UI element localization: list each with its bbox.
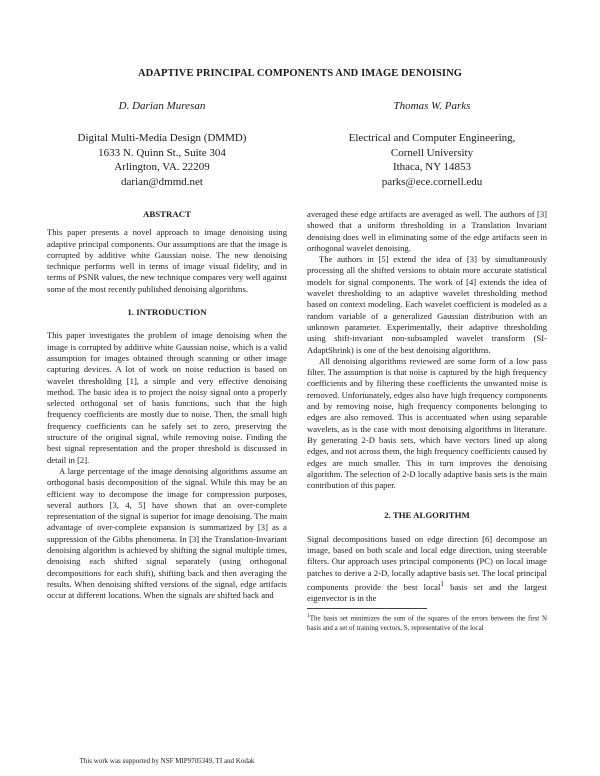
author-address: Cornell University — [390, 146, 474, 159]
author-affiliation: Electrical and Computer Engineering, — [348, 132, 516, 144]
algorithm-paragraph-1 — [307, 534, 547, 605]
intro-paragraph-1: This paper investigates the problem of image denoising when the image is corrupted by additive white Gaussian noise, which is a valid assumption for images obtained through scanning or other image capturing devices. A lot of work on noise reduction is based on wavelet thresholding [1], a simple and very effective denoising method. The basic idea is to project the noisy signal onto a properly selected orthogonal set of basis functions, such that the high frequency coefficients are mostly due to noise. Then, the small high frequency coefficients can be safely set to zero, preserving the structure of the original signal, while removing noise. Finding the best signal representation and the proper threshold is discussed in detail in [2]. — [47, 330, 287, 465]
intro-paragraph-5: All denoising algorithms reviewed are some form of a low pass filter. The assumption is that noise is captured by the high frequency coefficients and by filtering these coefficients the unwanted noise is removed. Unfortunately, edges also have high frequency components and by removing noise, high frequency components belonging to edges are also removed. This is accentuated when using separable wavelets, as is the case with most denoising algorithms in literature. By generating 2-D basis sets, which have vectors lined up along edges, and not across them, the high frequency coefficients caused by edges are much smaller. This in turn improves the denoising algorithm. The selection of 2-D locally adaptive basis sets is the main contribution of this paper. — [307, 355, 547, 491]
intro-paragraph-2: A large percentage of the image denoising algorithms assume an orthogonal basis decomposition of the signal. While this may be an efficient way to decompose the image for compression purposes, several authors [3, 4, 5] have shown that an over-complete representation of the signal is superior for image denoising. The main advantage of over-complete expansion is summarized by [3] as a suppression of the Gibbs phenomena. In [3] the Translation-Invariant denoising algorithm is achieved by shifting the signal multiple times, denoising each shifted signal separately (using orthogonal decompositions for each shift), shifting back and then averaging the results. When denoising shifted versions of the signal, edge artifacts occur at different locations. When the signals are shifted back and — [47, 465, 287, 601]
author-email: darian@dmmd.net — [121, 175, 203, 188]
intro-paragraph-3: averaged these edge artifacts are averaged as well. The authors of [3] showed that a uniform thresholding in a Translation Invariant denoising does well in eliminating some of the edge artifacts seen in orthogonal wavelet denoising. — [307, 209, 547, 253]
author-name: Thomas W. Parks — [393, 100, 471, 112]
right-column — [307, 209, 547, 633]
footnote — [307, 612, 547, 632]
author-email: parks@ece.cornell.edu — [381, 175, 483, 188]
algorithm-text-after: basis set and the largest eigenvector is in the — [307, 581, 547, 604]
abstract-text: This paper presents a novel approach to image denoising using adaptive principal components. Our assumptions are that the image is corrupted by additive white Gaussian noise. The new denoising technique performs well in terms of image visual fidelity, and in terms of PSNR values, the new technique compares very well against some of the most recently published denoising algorithms. — [47, 227, 287, 294]
footnote-divider — [307, 608, 427, 609]
author-address: 1633 N. Quinn St., Suite 304 — [98, 146, 226, 159]
author-block-2 — [302, 100, 562, 189]
footnote-marker: 1 — [307, 613, 310, 620]
algorithm-text-before: Signal decompositions based on edge direction [6] decompose an image, based on both scale and local edge direction, using steerable filters. Our approach uses principal components (PC) on local image patches to derive a 2-D, locally adaptive basis set. The local principal components provide the best local — [307, 533, 547, 592]
footnote-ref: 1 — [440, 579, 444, 588]
algorithm-heading: 2. THE ALGORITHM — [384, 510, 470, 521]
footnote-text: The basis set minimizes the sum of the squares of the errors between the first N basis and a set of training vectors, S, representative of the local — [307, 614, 547, 632]
abstract-heading: ABSTRACT — [143, 209, 191, 219]
paper-title: ADAPTIVE PRINCIPAL COMPONENTS AND IMAGE DENOISING — [137, 68, 463, 79]
author-city: Arlington, VA. 22209 — [114, 161, 210, 173]
author-block-1 — [32, 100, 292, 189]
introduction-heading: 1. INTRODUCTION — [127, 307, 207, 318]
author-affiliation: Digital Multi-Media Design (DMMD) — [77, 132, 247, 144]
author-name: D. Darian Muresan — [118, 100, 206, 112]
author-city: Ithaca, NY 14853 — [392, 161, 472, 173]
intro-paragraph-4: The authors in [5] extend the idea of [3] by simultaneously processing all the shifted versions to obtain more accurate statistical models for signal components. The work of [4] extends the idea of wavelet thresholding to an adaptive wavelet thresholding method based on context modeling. Each wavelet coefficient is modeled as a random variable of a generalized Gaussian distribution with an unknown parameter. Experimentally, their adaptive thresholding using shift-invariant non-subsampled wavelet transform (SI-AdaptShrink) is one of the best denoising algorithms. — [307, 254, 547, 355]
grant-acknowledgement: This work was supported by NSF MIP9705349, TI and Kodak — [79, 757, 255, 765]
left-column — [47, 209, 287, 602]
